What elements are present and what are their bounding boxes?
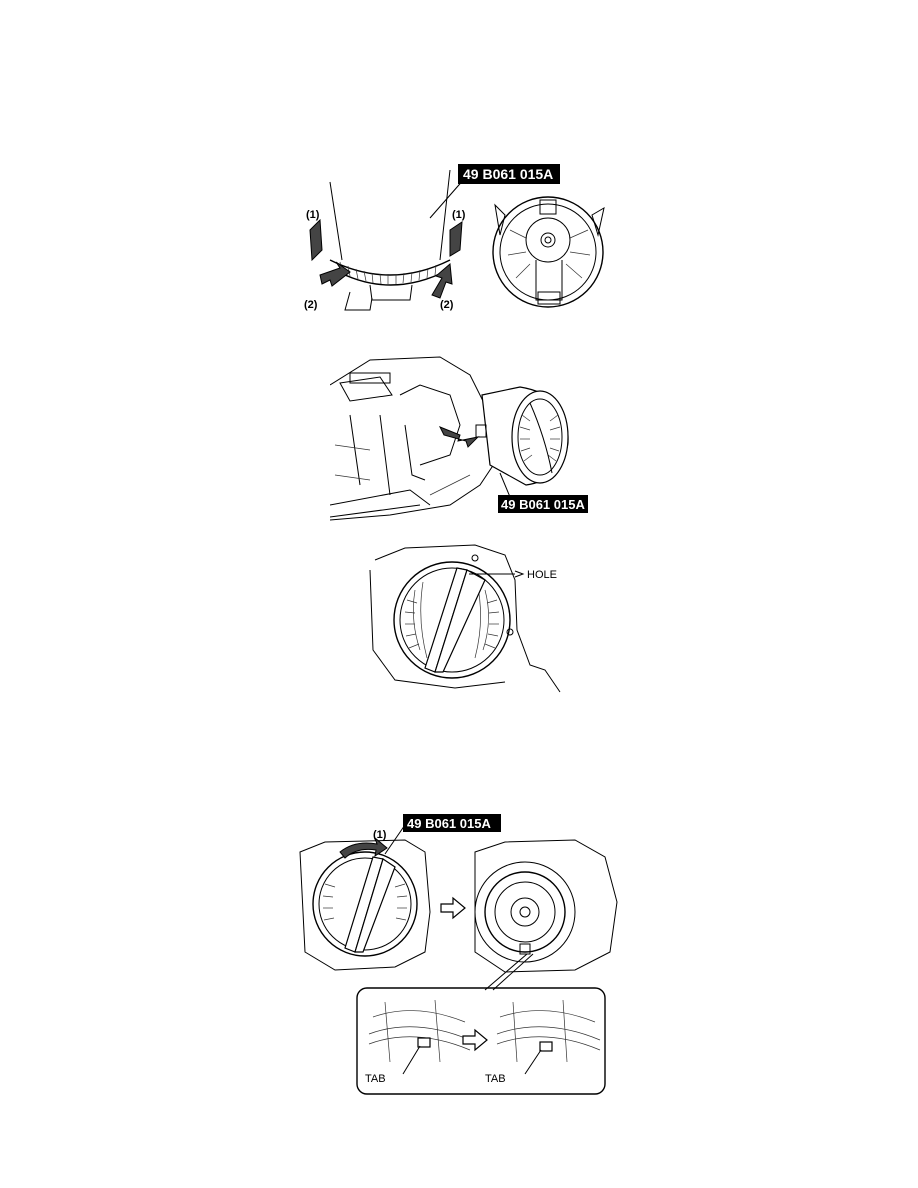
step-1-label: (1): [373, 829, 387, 841]
step-1-right-label: (1): [452, 209, 466, 221]
tool-number-label-3: 49 B061 015A: [407, 816, 491, 831]
step-2-right-label: (2): [440, 299, 454, 311]
figure-rotate-remove: [295, 812, 625, 1097]
rotate-remove-illustration: [295, 812, 625, 1097]
figure-hole-alignment: [365, 540, 580, 695]
tab-label-left: TAB: [365, 1073, 386, 1085]
tool-number-label-2: 49 B061 015A: [501, 497, 585, 512]
blower-motor-front-view: [493, 197, 604, 307]
step-1-left-label: (1): [306, 209, 320, 221]
step-2-left-label: (2): [304, 299, 318, 311]
figure-tool-insert: [330, 355, 590, 525]
tab-label-right: TAB: [485, 1073, 506, 1085]
tool-number-label-1: 49 B061 015A: [463, 166, 554, 182]
hole-alignment-illustration: [365, 540, 580, 695]
tool-attach-illustration: [300, 160, 620, 320]
hole-label: HOLE: [527, 569, 557, 581]
tool-insert-illustration: [330, 355, 590, 525]
figure-tool-attach: [300, 160, 620, 320]
